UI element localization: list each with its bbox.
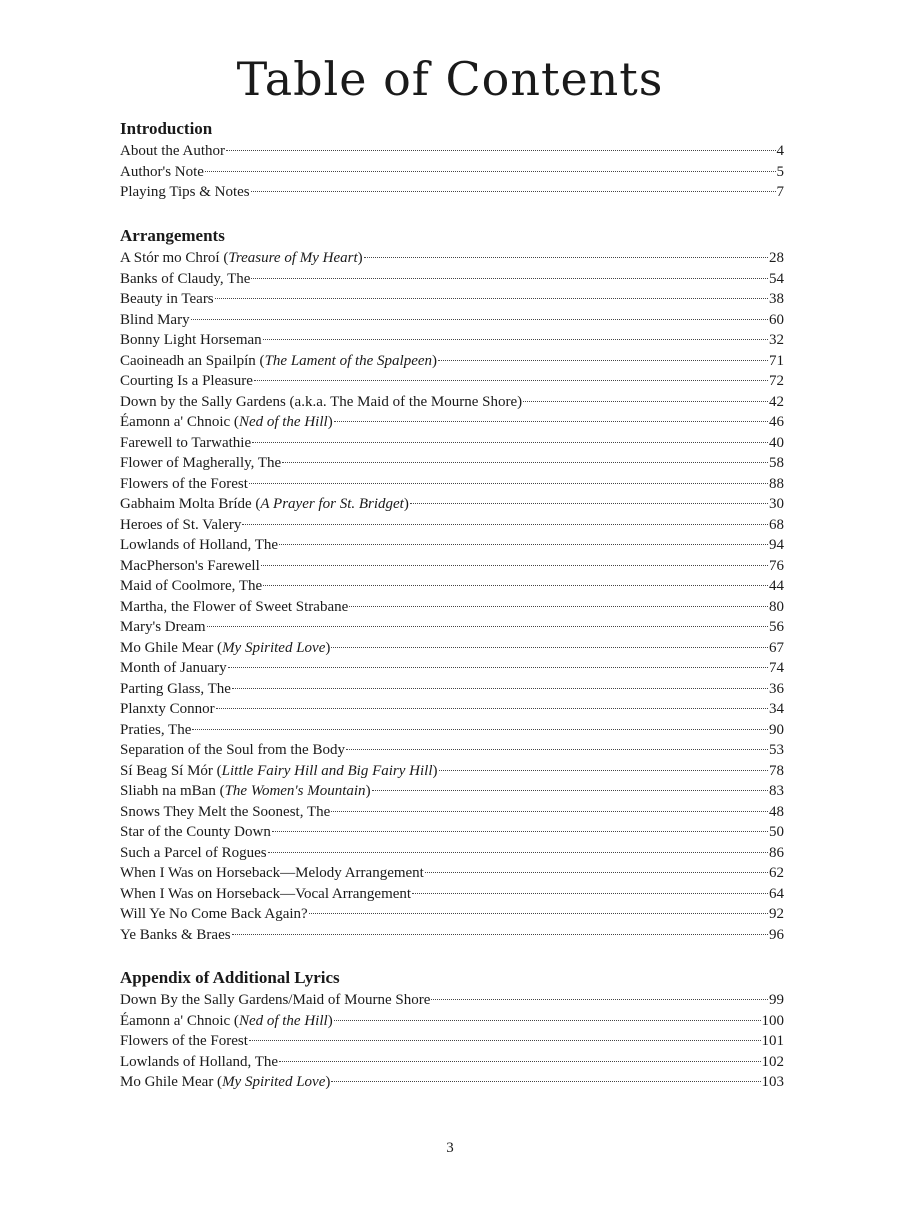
dot-leader bbox=[232, 933, 768, 935]
toc-entry-title-text: Éamonn a' Chnoic ( bbox=[120, 414, 239, 430]
toc-entry-page: 38 bbox=[769, 291, 784, 307]
dot-leader bbox=[216, 707, 768, 709]
toc-entry-title-text: Snows They Melt the Soonest, The bbox=[120, 803, 331, 820]
dot-leader bbox=[261, 564, 768, 566]
toc-entry-translation: My Spirited Love bbox=[222, 639, 326, 656]
toc-entry[interactable] bbox=[120, 494, 784, 515]
toc-entry-title-text: Heroes of St. Valery bbox=[120, 516, 242, 533]
toc-entry-title-text: Banks of Claudy, The bbox=[120, 270, 251, 287]
toc-entry-title bbox=[120, 269, 250, 290]
dot-leader bbox=[263, 584, 768, 586]
toc-entry[interactable] bbox=[120, 1011, 784, 1032]
dot-leader bbox=[412, 892, 768, 894]
toc-entry-title bbox=[120, 576, 262, 597]
toc-entry-title bbox=[120, 1072, 330, 1093]
toc-entry-page: 40 bbox=[769, 434, 784, 451]
toc-entry-title bbox=[120, 597, 348, 618]
toc-entry-title bbox=[120, 990, 430, 1011]
toc-entry-page: 48 bbox=[769, 803, 784, 820]
toc-entry-page: 68 bbox=[769, 516, 784, 533]
toc-entry-page: 78 bbox=[769, 762, 784, 779]
toc-entry[interactable] bbox=[120, 781, 784, 802]
toc-entry-title-text: Flowers of the Forest bbox=[120, 475, 248, 492]
toc-entry-title bbox=[120, 1052, 278, 1073]
section-heading: Introduction bbox=[120, 119, 213, 138]
toc-entry-close-paren: ) bbox=[357, 250, 363, 266]
toc-entry-title-text: Lowlands of Holland, The bbox=[120, 1053, 279, 1070]
toc-entry-title-text: Will Ye No Come Back Again? bbox=[120, 906, 308, 922]
toc-entry-title-text: Down by the Sally Gardens (a.k.a. The Maid of the Mourne Shore) bbox=[120, 393, 523, 410]
toc-entry-page: 102 bbox=[761, 1053, 784, 1070]
toc-entry-translation: Ned of the Hill bbox=[238, 414, 328, 430]
dot-leader bbox=[331, 646, 768, 648]
toc-entry-title bbox=[120, 162, 204, 183]
toc-entry-translation: Ned of the Hill bbox=[238, 1012, 328, 1029]
dot-leader bbox=[205, 170, 776, 172]
dot-leader bbox=[279, 543, 768, 545]
toc-entry-page: 80 bbox=[769, 598, 784, 615]
toc-entry-title bbox=[120, 1031, 248, 1052]
toc-entry-page: 60 bbox=[769, 311, 784, 328]
toc-entry-close-paren: ) bbox=[403, 496, 409, 512]
toc-entry[interactable] bbox=[120, 162, 784, 183]
toc-entry-title-text: Mo Ghile Mear ( bbox=[120, 1074, 223, 1090]
toc-entry[interactable] bbox=[120, 658, 784, 679]
toc-entry-title bbox=[120, 720, 191, 741]
toc-entry-page: 53 bbox=[769, 742, 784, 758]
dot-leader bbox=[254, 379, 768, 381]
toc-entry-title-text: Separation of the Soul from the Body bbox=[120, 742, 345, 758]
toc-entry[interactable] bbox=[120, 802, 784, 823]
toc-entry[interactable] bbox=[120, 990, 784, 1011]
toc-entry-close-paren: ) bbox=[365, 783, 371, 799]
toc-entry-title-text: Mo Ghile Mear ( bbox=[120, 639, 223, 656]
toc-section-appendix bbox=[120, 966, 784, 1093]
toc-entry-title-text: When I Was on Horseback—Melody Arrangement bbox=[120, 865, 424, 881]
toc-entry[interactable] bbox=[120, 904, 784, 925]
toc-entry[interactable] bbox=[120, 556, 784, 577]
toc-entry-page: 86 bbox=[769, 844, 784, 861]
toc-entry-page: 44 bbox=[769, 578, 784, 594]
dot-leader bbox=[207, 625, 768, 627]
toc-entry-title-text: Blind Mary bbox=[120, 311, 190, 328]
toc-entry[interactable] bbox=[120, 412, 784, 433]
toc-entry-title-text: Sliabh na mBan ( bbox=[120, 783, 225, 799]
toc-entry-title-text: Praties, The bbox=[120, 721, 192, 738]
toc-entry-page: 28 bbox=[769, 250, 784, 266]
toc-entry-page: 64 bbox=[769, 885, 784, 902]
toc-entry-page: 94 bbox=[769, 537, 784, 553]
toc-entry-page: 36 bbox=[769, 680, 784, 697]
toc-entry[interactable] bbox=[120, 761, 784, 782]
dot-leader bbox=[268, 851, 768, 853]
toc-entry-translation: Treasure of My Heart bbox=[228, 250, 358, 266]
toc-entry-title-text: Ye Banks & Braes bbox=[120, 926, 231, 943]
toc-entry-page: 101 bbox=[761, 1033, 784, 1049]
toc-entry-title bbox=[120, 182, 250, 203]
toc-entry-page: 92 bbox=[769, 906, 784, 922]
toc-entry[interactable] bbox=[120, 515, 784, 536]
toc-entry-title bbox=[120, 884, 411, 905]
toc-entry[interactable] bbox=[120, 351, 784, 372]
toc-entry-title bbox=[120, 535, 278, 556]
toc-entry-translation: My Spirited Love bbox=[222, 1074, 326, 1090]
toc-entry-page: 72 bbox=[769, 373, 784, 389]
toc-entry-title bbox=[120, 761, 438, 782]
dot-leader bbox=[252, 441, 768, 443]
toc-entry-close-paren: ) bbox=[327, 414, 333, 430]
toc-entry-page: 76 bbox=[769, 557, 784, 574]
toc-entry-page: 90 bbox=[769, 721, 784, 738]
toc-entry[interactable] bbox=[120, 822, 784, 843]
toc-entry-page: 30 bbox=[769, 496, 784, 512]
dot-leader bbox=[349, 605, 768, 607]
toc-entry-title-text: Maid of Coolmore, The bbox=[120, 578, 263, 594]
toc-entry-page: 88 bbox=[769, 475, 784, 492]
toc-section-introduction bbox=[120, 117, 784, 203]
toc-entry-title-text: Author's Note bbox=[120, 163, 204, 180]
toc-entry-title-text: MacPherson's Farewell bbox=[120, 557, 260, 574]
dot-leader bbox=[191, 318, 768, 320]
toc-entry-title bbox=[120, 453, 281, 474]
toc-entry-page: 54 bbox=[769, 270, 784, 287]
toc-entry-title-text: Martha, the Flower of Sweet Strabane bbox=[120, 598, 349, 615]
dot-leader bbox=[228, 666, 768, 668]
toc-entry-page: 34 bbox=[769, 701, 784, 717]
page-number: 3 bbox=[446, 1140, 454, 1156]
dot-leader bbox=[425, 871, 768, 873]
toc-entry-page: 7 bbox=[776, 184, 784, 200]
toc-entry-page: 67 bbox=[769, 639, 784, 656]
toc-entry-title-text: Lowlands of Holland, The bbox=[120, 537, 279, 553]
toc-entry-page: 42 bbox=[769, 393, 784, 410]
dot-leader bbox=[272, 830, 768, 832]
toc-entry-translation: A Prayer for St. Bridget bbox=[260, 496, 404, 512]
toc-entry[interactable] bbox=[120, 248, 784, 269]
toc-entry-title bbox=[120, 515, 241, 536]
toc-entry-title bbox=[120, 556, 260, 577]
toc-entry[interactable] bbox=[120, 371, 784, 392]
toc-entry-title bbox=[120, 699, 215, 720]
toc-entry-title bbox=[120, 679, 231, 700]
toc-entry[interactable] bbox=[120, 699, 784, 720]
dot-leader bbox=[279, 1060, 760, 1062]
toc-entry-title-text: Flower of Magherally, The bbox=[120, 455, 282, 471]
toc-entry-title-text: Sí Beag Sí Mór ( bbox=[120, 762, 222, 779]
toc-entry-page: 58 bbox=[769, 455, 784, 471]
toc-entry-title bbox=[120, 330, 262, 351]
toc-entry[interactable] bbox=[120, 433, 784, 454]
toc-entry-title bbox=[120, 740, 345, 761]
dot-leader bbox=[334, 1019, 761, 1021]
toc-entry-title-text: Such a Parcel of Rogues bbox=[120, 844, 267, 861]
toc-entry[interactable] bbox=[120, 182, 784, 203]
toc-entry-title bbox=[120, 289, 214, 310]
toc-entry-close-paren: ) bbox=[432, 352, 438, 369]
toc-entry-title-text: When I Was on Horseback—Vocal Arrangement bbox=[120, 885, 412, 902]
dot-leader bbox=[372, 789, 768, 791]
dot-leader bbox=[251, 277, 768, 279]
toc-entry-page: 50 bbox=[769, 824, 784, 840]
toc-entry-close-paren: ) bbox=[432, 762, 438, 779]
toc-entry-title-text: A Stór mo Chroí ( bbox=[120, 250, 229, 266]
dot-leader bbox=[431, 998, 768, 1000]
dot-leader bbox=[439, 769, 769, 771]
dot-leader bbox=[364, 256, 768, 258]
toc-entry-title bbox=[120, 925, 231, 946]
toc-entry[interactable] bbox=[120, 597, 784, 618]
dot-leader bbox=[226, 149, 776, 151]
toc-entry-title bbox=[120, 494, 409, 515]
toc-entry-title-text: Star of the County Down bbox=[120, 824, 271, 840]
toc-entry-title-text: Bonny Light Horseman bbox=[120, 332, 262, 348]
toc-entry-title bbox=[120, 617, 206, 638]
toc-entry-title-text: Down By the Sally Gardens/Maid of Mourne Shore bbox=[120, 992, 431, 1008]
toc-entry[interactable] bbox=[120, 289, 784, 310]
toc-entry-title-text: Éamonn a' Chnoic ( bbox=[120, 1012, 239, 1029]
toc-entry[interactable] bbox=[120, 843, 784, 864]
toc-entry-title bbox=[120, 141, 225, 162]
toc-entry-title bbox=[120, 843, 267, 864]
toc-entry-page: 46 bbox=[769, 414, 784, 430]
dot-leader bbox=[309, 912, 768, 914]
dot-leader bbox=[215, 297, 768, 299]
toc-entry-title-text: Beauty in Tears bbox=[120, 291, 214, 307]
dot-leader bbox=[346, 748, 768, 750]
toc-entry-title-text: Month of January bbox=[120, 660, 227, 676]
toc-entry-title-text: Farewell to Tarwathie bbox=[120, 434, 252, 451]
toc-entry-page: 99 bbox=[769, 992, 784, 1008]
toc-entry-close-paren: ) bbox=[325, 639, 331, 656]
toc-entry-title bbox=[120, 781, 371, 802]
toc-entry-close-paren: ) bbox=[327, 1012, 333, 1029]
toc-entry-page: 32 bbox=[769, 332, 784, 348]
toc-entry-page: 74 bbox=[769, 660, 784, 676]
toc-entry[interactable] bbox=[120, 535, 784, 556]
dot-leader bbox=[438, 359, 768, 361]
toc-entry[interactable] bbox=[120, 720, 784, 741]
dot-leader bbox=[523, 400, 768, 402]
toc-entry[interactable] bbox=[120, 1072, 784, 1093]
toc-entry-title-text: Playing Tips & Notes bbox=[120, 184, 250, 200]
toc-entry-title bbox=[120, 371, 253, 392]
toc-entry-close-paren: ) bbox=[325, 1074, 331, 1090]
toc-entry[interactable] bbox=[120, 1031, 784, 1052]
toc-entry[interactable] bbox=[120, 617, 784, 638]
dot-leader bbox=[282, 461, 768, 463]
toc-entry-title-text: Parting Glass, The bbox=[120, 680, 231, 697]
dot-leader bbox=[192, 728, 768, 730]
toc-entry-title bbox=[120, 351, 437, 372]
toc-entry-title bbox=[120, 474, 248, 495]
toc-entry-title bbox=[120, 392, 522, 413]
dot-leader bbox=[410, 502, 768, 504]
dot-leader bbox=[249, 1039, 761, 1041]
toc-entry-translation: The Women's Mountain bbox=[224, 783, 366, 799]
toc-entry[interactable] bbox=[120, 1052, 784, 1073]
toc-entry-title-text: Flowers of the Forest bbox=[120, 1033, 248, 1049]
toc-entry-translation: Little Fairy Hill and Big Fairy Hill bbox=[221, 762, 433, 779]
toc-entry[interactable] bbox=[120, 638, 784, 659]
toc-entry-title bbox=[120, 904, 308, 925]
toc-entry-title bbox=[120, 863, 424, 884]
toc-entry-title-text: Gabhaim Molta Bríde ( bbox=[120, 496, 261, 512]
toc-entry[interactable] bbox=[120, 392, 784, 413]
dot-leader bbox=[331, 1080, 760, 1082]
dot-leader bbox=[251, 190, 776, 192]
toc-entry-title-text: Mary's Dream bbox=[120, 619, 206, 635]
toc-entry[interactable] bbox=[120, 863, 784, 884]
toc-entry-page: 103 bbox=[761, 1074, 784, 1090]
dot-leader bbox=[334, 420, 768, 422]
toc-entry[interactable] bbox=[120, 925, 784, 946]
toc-entry-title bbox=[120, 1011, 333, 1032]
toc-entry-page: 62 bbox=[769, 865, 784, 881]
toc-entry-title-text: Courting Is a Pleasure bbox=[120, 373, 253, 389]
toc-entry-title-text: Planxty Connor bbox=[120, 701, 215, 717]
toc-entry-title bbox=[120, 822, 271, 843]
toc-entry[interactable] bbox=[120, 453, 784, 474]
section-heading: Appendix of Additional Lyrics bbox=[120, 968, 340, 987]
toc-entry[interactable] bbox=[120, 884, 784, 905]
dot-leader bbox=[263, 338, 768, 340]
dot-leader bbox=[249, 482, 768, 484]
toc-entry-title-text: Caoineadh an Spailpín ( bbox=[120, 352, 265, 369]
toc-section-arrangements bbox=[120, 224, 784, 945]
dot-leader bbox=[242, 523, 768, 525]
toc-entry-title bbox=[120, 638, 330, 659]
toc-entry-page: 5 bbox=[776, 163, 784, 180]
toc-entry-title bbox=[120, 248, 363, 269]
dot-leader bbox=[232, 687, 768, 689]
dot-leader bbox=[331, 810, 768, 812]
toc-entry-page: 96 bbox=[769, 926, 784, 943]
page-title: Table of Contents bbox=[236, 52, 664, 106]
toc-entry-title bbox=[120, 310, 190, 331]
toc-entry[interactable] bbox=[120, 310, 784, 331]
toc-entry-translation: The Lament of the Spalpeen bbox=[264, 352, 433, 369]
toc-entry-page: 56 bbox=[769, 619, 784, 635]
toc-entry[interactable] bbox=[120, 269, 784, 290]
toc-entry[interactable] bbox=[120, 576, 784, 597]
toc-entry-page: 100 bbox=[761, 1012, 784, 1029]
toc-entry-title bbox=[120, 433, 251, 454]
toc-entry-page: 83 bbox=[769, 783, 784, 799]
toc-entry[interactable] bbox=[120, 141, 784, 162]
toc-entry[interactable] bbox=[120, 474, 784, 495]
toc-entry-title bbox=[120, 802, 330, 823]
toc-entry[interactable] bbox=[120, 740, 784, 761]
toc-entry[interactable] bbox=[120, 330, 784, 351]
section-heading: Arrangements bbox=[120, 226, 225, 245]
toc-entry-page: 4 bbox=[776, 143, 784, 159]
toc-entry-title bbox=[120, 412, 333, 433]
toc-entry-title bbox=[120, 658, 227, 679]
toc-entry[interactable] bbox=[120, 679, 784, 700]
toc-entry-page: 71 bbox=[769, 352, 784, 369]
toc-entry-title-text: About the Author bbox=[120, 143, 225, 159]
